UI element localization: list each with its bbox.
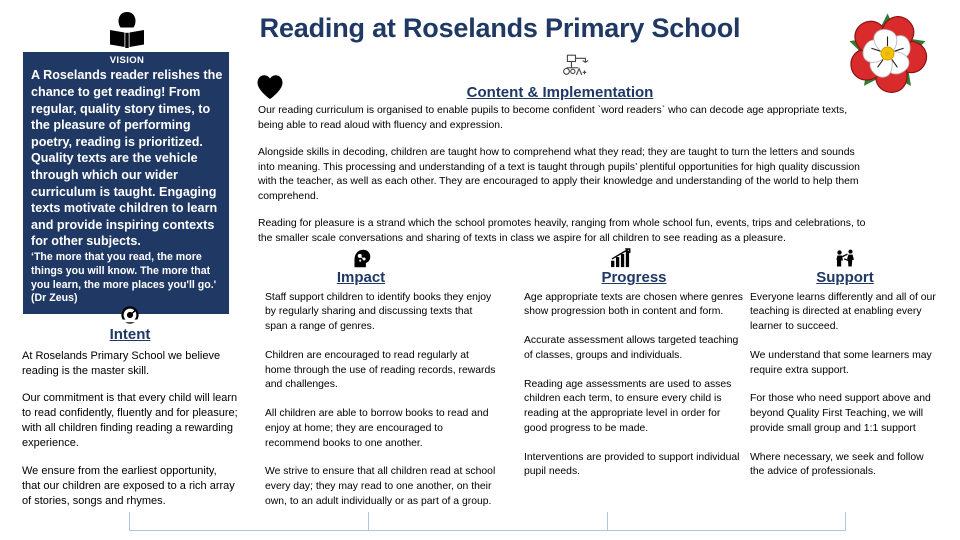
paragraph: We strive to ensure that all children read at school every day; they may read to one another, on their own, to an adult individually or as part of a group. [265, 466, 496, 507]
bracket-tick [607, 512, 608, 531]
paragraph: Staff support children to identify books they enjoy by regularly sharing and discussing texts that span a range of genres. [265, 291, 492, 333]
vision-panel [23, 52, 229, 314]
paragraph: Our commitment is that every child will learn to read confidently, fluently and for pleasure; with all children finding reading a rewarding experience. [22, 391, 238, 450]
target-goal-icon [22, 305, 238, 327]
page-title: Reading at Roselands Primary School [259, 13, 741, 43]
intent-heading: Intent [109, 326, 151, 343]
support-heading: Support [816, 269, 874, 286]
intent-body [22, 349, 238, 510]
progress-body [524, 291, 744, 481]
paragraph: For those who need support above and beyond Quality First Teaching, we will provide small group and 1:1 support [750, 393, 931, 434]
impact-column [265, 248, 497, 524]
paragraph: Accurate assessment allows targeted teaching of classes, groups and individuals. [524, 335, 739, 361]
support-body [750, 291, 940, 481]
impact-heading: Impact [336, 269, 386, 286]
bracket-tick [845, 512, 846, 531]
person-reading-book-icon [108, 10, 146, 50]
content-implementation-body [258, 104, 866, 260]
vision-label: VISION [109, 55, 145, 66]
progress-column [524, 248, 744, 494]
heart-icon [256, 74, 284, 100]
paragraph: Reading for pleasure is a strand which the school promotes heavily, ranging from whole school fun, events, trips and celebrations, to the smaller scale conversations and sharing of texts in class we aspire for all children to see reading as a pleasure. [258, 218, 866, 244]
impact-body [265, 291, 497, 510]
bracket-horizontal-line [129, 530, 846, 531]
paragraph: Our reading curriculum is organised to enable pupils to become confident `word readers` who can decode age appropriate texts, being able to read aloud with fluency and expression. [258, 105, 848, 131]
vision-body-text: A Roselands reader relishes the chance to get reading! From regular, quality story times, to the pleasure of performing poetry, reading is prioritized. Quality texts are the vehicle through which our wider curriculum is taught. Engaging texts motivate children to learn and provide inspiring contexts for other subjects. [31, 68, 223, 249]
bracket-tick [368, 512, 369, 531]
support-column [750, 248, 940, 494]
bracket-tick [129, 512, 130, 531]
paragraph: All children are able to borrow books to read and enjoy at home; they are encouraged to recommend books to one another. [265, 408, 489, 449]
intent-column [22, 305, 238, 521]
paragraph: Children are encouraged to read regularly at home through the use of reading records, rewards and challenges. [265, 349, 496, 391]
bottom-bracket-rule [129, 512, 846, 534]
progress-heading: Progress [601, 269, 667, 286]
helping-hand-people-icon [750, 248, 940, 270]
paragraph: Reading age assessments are used to asses children each term, to ensure every child is reading at the appropriate level in order for good progress to be made. [524, 378, 732, 434]
paragraph: Alongside skills in decoding, children are taught how to comprehend what they read; they are taught to turn the letters and sounds into meaning. This processing and understanding of a text is taught through pupils’ plentiful opportunities for high quality discussion with the teacher, as well as each other. They are encouraged to apply their knowledge and understanding of the world to help them comprehend. [258, 147, 860, 202]
paragraph: Age appropriate texts are chosen where genres show progression both in content and form. [524, 291, 743, 318]
head-brain-icon [225, 248, 497, 270]
tudor-rose-logo [841, 10, 934, 97]
paragraph: Everyone learns differently and all of our teaching is directed at enabling every learner to succeed. [750, 291, 936, 333]
paragraph: At Roselands Primary School we believe reading is the master skill. [22, 349, 221, 377]
content-implementation-heading: Content & Implementation [466, 84, 654, 101]
paragraph: We understand that some learners may require extra support. [750, 349, 932, 376]
paragraph: We ensure from the earliest opportunity, that our children are exposed to a rich array of stories, songs and rhymes. [22, 464, 235, 507]
paragraph: Interventions are provided to support individual pupil needs. [524, 451, 740, 478]
vision-quote-text: ‘The more that you read, the more things you will know. The more that you learn, the more places you'll go.' (Dr Zeus) [31, 251, 217, 305]
org-chart-hierarchy-icon [545, 52, 615, 85]
paragraph: Where necessary, we seek and follow the advice of professionals. [750, 451, 924, 478]
bar-chart-growth-icon [500, 248, 744, 270]
